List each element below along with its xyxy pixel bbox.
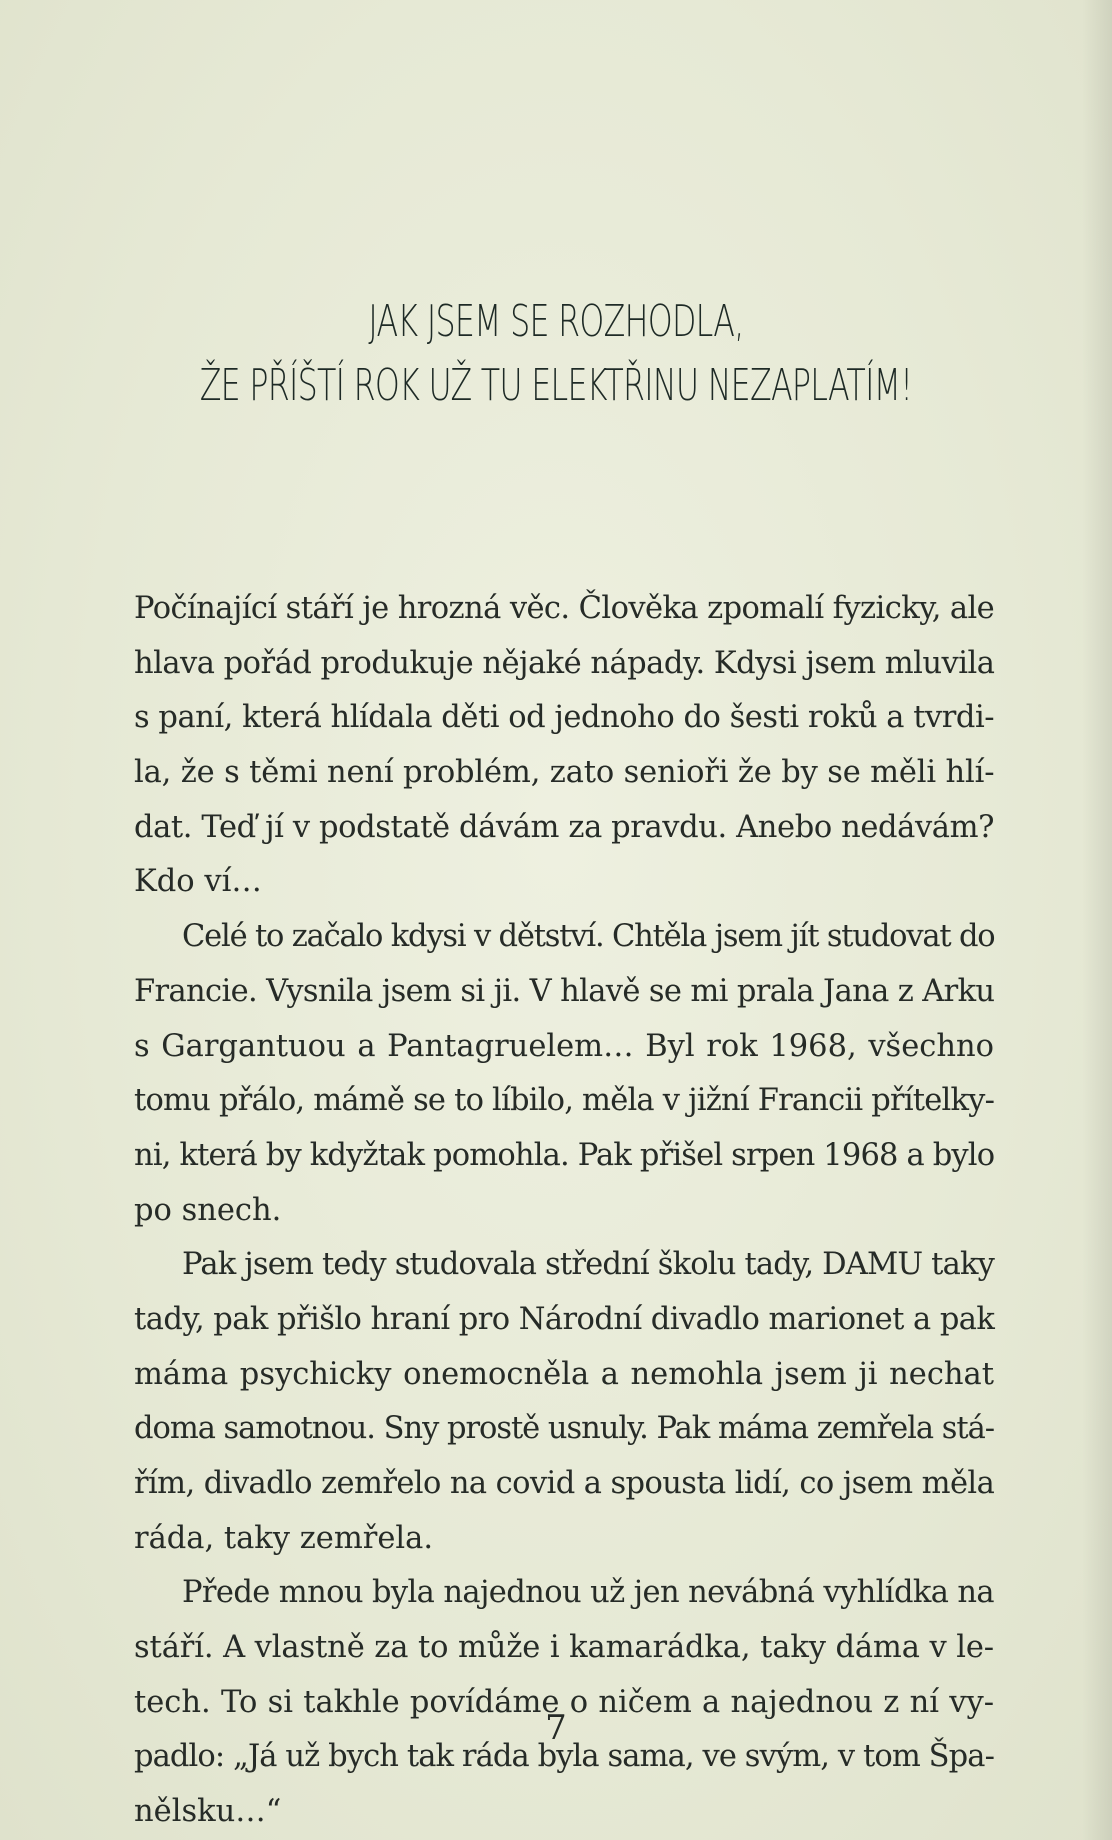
text-line: ni, která by kdyžtak pomohla. Pak přišel srpen 1968 a bylo xyxy=(134,1137,995,1173)
text-line: la, že s těmi není problém, zato senioři že by se měli hlí- xyxy=(134,755,995,791)
text-line: Kdo ví… xyxy=(134,864,262,900)
chapter-title xyxy=(156,290,957,418)
text-line: Celé to začalo kdysi v dětství. Chtěla jsem jít studovat do xyxy=(182,919,995,955)
chapter-title-line-2: ŽE PŘÍŠTÍ ROK UŽ TU ELEKTŘINU NEZAPLATÍM! xyxy=(199,360,913,411)
text-line: dat. Teď jí v podstatě dávám za pravdu. Anebo nedávám? xyxy=(134,809,995,845)
text-line: tady, pak přišlo hraní pro Národní divadlo marionet a pak xyxy=(134,1301,995,1337)
text-line: padlo: „Já už bych tak ráda byla sama, ve svým, v tom Špa- xyxy=(134,1739,994,1775)
text-line: nělsku…“ xyxy=(134,1794,282,1830)
text-line: Pak jsem tedy studovala střední školu tady, DAMU taky xyxy=(182,1247,995,1283)
text-line: Přede mnou byla najednou už jen nevábná vyhlídka na xyxy=(182,1575,995,1611)
page-number: 7 xyxy=(545,1708,567,1748)
text-line: tomu přálo, mámě se to líbilo, měla v jižní Francii přítelky- xyxy=(134,1083,995,1119)
text-line: s paní, která hlídala děti od jednoho do šesti roků a tvrdi- xyxy=(134,700,995,736)
text-line: ráda, taky zemřela. xyxy=(134,1520,434,1556)
page-edge-shadow xyxy=(1082,0,1112,1840)
text-line: s Gargantuou a Pantagruelem… Byl rok 1968, všechno xyxy=(134,1028,994,1064)
text-line: hlava pořád produkuje nějaké nápady. Kdysi jsem mluvila xyxy=(134,645,995,681)
text-line: Francie. Vysnila jsem si ji. V hlavě se mi prala Jana z Arku xyxy=(134,973,995,1009)
text-line: stáří. A vlastně za to může i kamarádka, taky dáma v le- xyxy=(134,1630,994,1666)
chapter-title-line-1: JAK JSEM SE ROZHODLA, xyxy=(368,296,744,347)
text-line: řím, divadlo zemřelo na covid a spousta lidí, co jsem měla xyxy=(134,1466,995,1501)
text-line: tech. To si takhle povídáme o ničem a najednou z ní vy- xyxy=(134,1684,994,1720)
body-text xyxy=(134,582,994,1840)
text-line: Počínající stáří je hrozná věc. Člověka zpomalí fyzicky, ale xyxy=(134,591,995,626)
text-line: po snech. xyxy=(134,1192,282,1228)
text-line: máma psychicky onemocněla a nemohla jsem ji nechat xyxy=(134,1356,994,1392)
text-line: doma samotnou. Sny prostě usnuly. Pak máma zemřela stá- xyxy=(134,1411,994,1447)
